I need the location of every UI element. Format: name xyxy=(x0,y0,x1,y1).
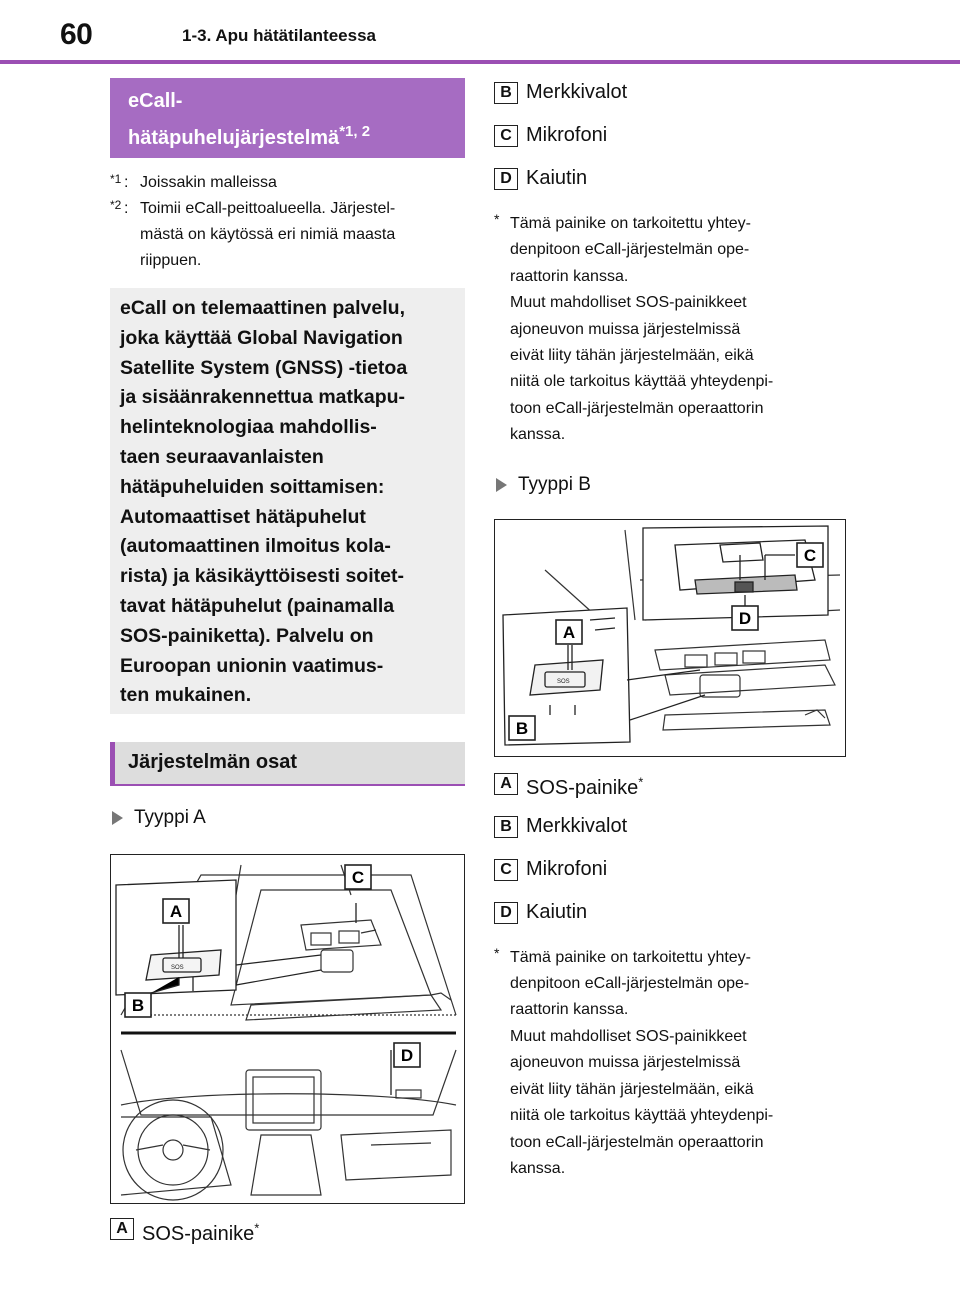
bullet-triangle-icon xyxy=(496,478,507,492)
badge-a: A xyxy=(494,773,518,795)
type-a-sos-text: SOS xyxy=(171,965,184,971)
badge-a: A xyxy=(110,1218,134,1240)
type-a-item-microphone xyxy=(494,125,850,168)
right-column xyxy=(494,78,850,1182)
item-text: Kaiutin xyxy=(526,167,588,189)
footnote-2-mark: *2 xyxy=(110,198,122,212)
type-b-illustration xyxy=(495,520,844,755)
badge-c: C xyxy=(494,125,518,147)
section-title: 1-3. Apu hätätilanteessa xyxy=(182,26,376,45)
item-text: Merkkivalot xyxy=(526,81,628,103)
callout-b: B xyxy=(131,996,145,1015)
callout-d: D xyxy=(738,608,752,628)
ecall-title-line1: eCall- xyxy=(128,90,183,112)
parts-heading: Järjestelmän osat xyxy=(110,742,465,786)
callout-c: C xyxy=(803,545,817,565)
footnote-2-line: mästä on käytössä eri nimiä maasta xyxy=(140,226,396,243)
type-a-figure xyxy=(110,854,465,1204)
bullet-triangle-icon xyxy=(112,811,123,825)
left-column xyxy=(110,78,465,1261)
item-text: Mikrofoni xyxy=(526,124,608,146)
footnote-1-text: Joissakin malleissa xyxy=(140,174,277,191)
note-mark: * xyxy=(494,944,500,961)
item-text: Merkkivalot xyxy=(526,814,628,837)
ecall-title-box xyxy=(110,78,465,158)
footnote-2-line: riippuen. xyxy=(140,252,202,269)
badge-b: B xyxy=(494,82,518,104)
type-a-label: Tyyppi A xyxy=(110,804,465,832)
ecall-title-line2: hätäpuhelujärjestelmä$^{*1, 2}$ xyxy=(128,123,371,149)
callout-a: A xyxy=(562,622,576,642)
header-rule xyxy=(0,60,960,64)
footnote-2-line: Toimii eCall-peittoalueella. Järjestel- xyxy=(140,200,396,217)
footnote-1: $^{*1}$ : Joissakin malleissa xyxy=(110,170,465,196)
type-b-item-indicators xyxy=(494,816,850,859)
callout-b: B xyxy=(515,718,529,738)
type-b-note: * Tämä painike on tarkoitettu yhtey- denpitoon eCall-järjestelmän ope- raattorin kanssa. Muut mahdolliset SOS-painikkeet ajoneuvon muissa järjestelmissä eivät liity tähän järjestelmään, eikä niitä ole tarkoitus käyttää yhteydenpi- toon eCall-järjestelmän operaattorin kanssa. xyxy=(494,945,850,1183)
page-number: 60 xyxy=(60,18,93,51)
callout-c: C xyxy=(351,868,365,887)
item-text: Kaiutin xyxy=(526,900,588,923)
type-b-figure xyxy=(494,519,846,757)
callout-d: D xyxy=(400,1046,414,1065)
type-a-note: * Tämä painike on tarkoitettu yhtey- denpitoon eCall-järjestelmän ope- raattorin kanssa. Muut mahdolliset SOS-painikkeet ajoneuvon muissa järjestelmissä eivät liity tähän järjestelmään, eikä niitä ole tarkoitus käyttää yhteydenpi- toon eCall-järjestelmän operaattorin kanssa. xyxy=(494,211,850,449)
badge-b: B xyxy=(494,816,518,838)
badge-c: C xyxy=(494,859,518,881)
type-a-item-sos xyxy=(110,1218,465,1261)
note-mark: * xyxy=(494,211,500,227)
type-a-illustration xyxy=(111,855,463,1202)
footnote-2: $^{*2}$ : Toimii eCall-peittoalueella. Järjestel- mästä on käytössä eri nimiä maasta riippuen. xyxy=(110,196,465,274)
type-b-item-speaker xyxy=(494,902,850,945)
type-b-sos-text: SOS xyxy=(557,678,570,685)
ecall-title-sup: *1, 2 xyxy=(339,123,371,140)
intro-text: eCall on telemaattinen palvelu, joka käyttää Global Navigation Satellite System (GNSS) -tietoa ja sisäänrakennettua matkapu- helinteknologiaa mahdollis- taen seuraavanlaisten hätäpuheluiden soittamisen: Automaattiset hätäpuhelut (automaattinen ilmoitus kola- rista) ja käsikäyttöisesti soitet- tavat hätäpuhelut (painamalla SOS-painiketta). Palvelu on Euroopan unionin vaatimus- ten mukainen. xyxy=(120,297,408,707)
item-text: Mikrofoni xyxy=(526,857,608,880)
type-a-item-speaker xyxy=(494,168,850,211)
type-b-item-microphone xyxy=(494,859,850,902)
callout-a: A xyxy=(169,902,183,921)
type-b-label: Tyyppi B xyxy=(494,471,850,499)
type-a-item-indicators xyxy=(494,82,850,125)
footnote-1-mark: *1 xyxy=(110,172,122,186)
item-text: SOS-painike* xyxy=(142,1220,260,1245)
type-b-item-sos xyxy=(494,773,850,816)
badge-d: D xyxy=(494,168,518,190)
item-text: SOS-painike* xyxy=(526,774,644,800)
badge-d: D xyxy=(494,902,518,924)
intro-box xyxy=(110,288,465,714)
